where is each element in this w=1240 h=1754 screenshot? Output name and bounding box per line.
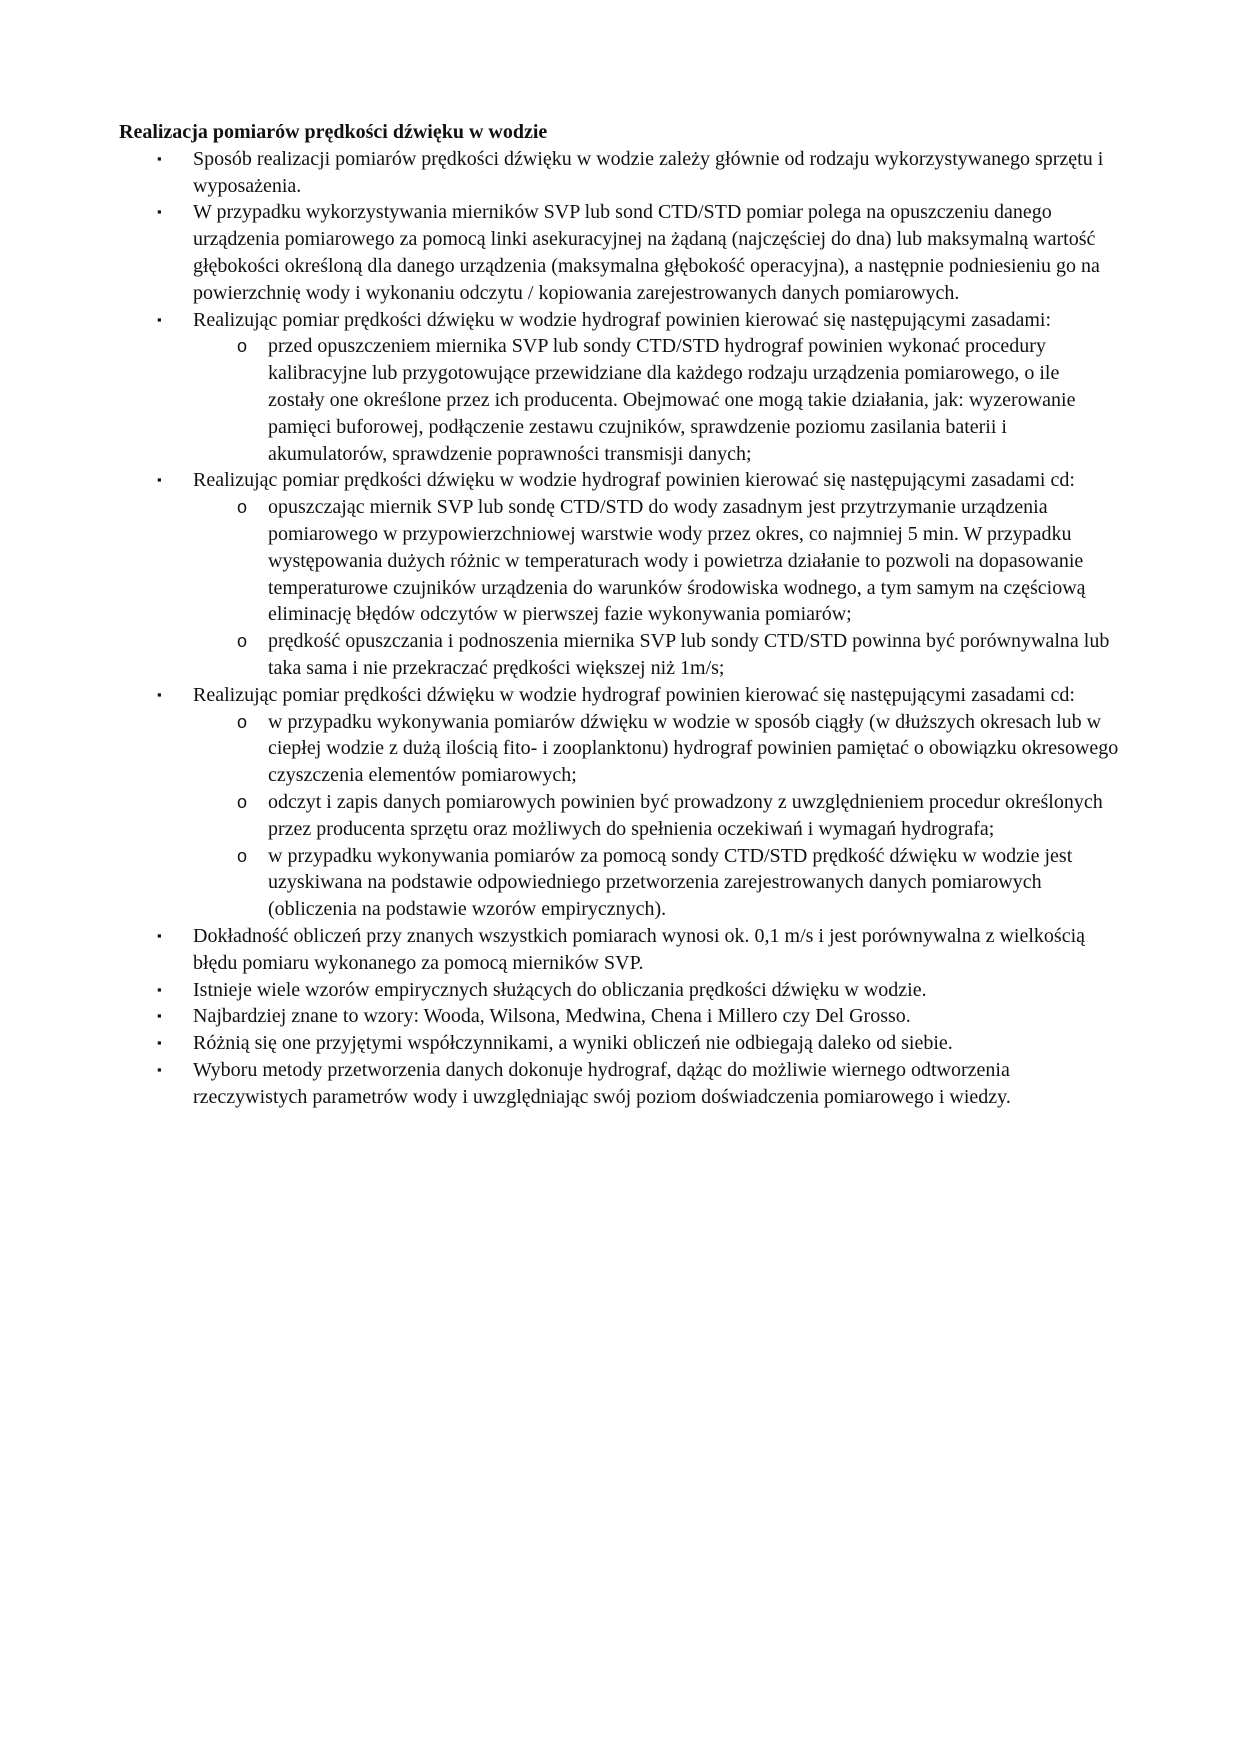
sub-list-item xyxy=(193,789,1119,843)
square-bullet-icon: ▪ xyxy=(157,927,162,943)
square-bullet-icon: ▪ xyxy=(157,150,162,166)
sub-list-item xyxy=(193,709,1119,789)
square-bullet-icon: ▪ xyxy=(157,1061,162,1077)
list-item-text: Różnią się one przyjętymi współczynnikami, a wyniki obliczeń nie odbiegają daleko od siebie. xyxy=(193,1032,953,1055)
list-item xyxy=(119,1003,1119,1030)
sub-list xyxy=(193,333,1119,467)
square-bullet-icon: ▪ xyxy=(157,311,162,327)
circle-bullet-icon: o xyxy=(237,845,248,866)
list-item xyxy=(119,307,1119,468)
sub-list-item xyxy=(193,494,1119,628)
circle-bullet-icon: o xyxy=(237,631,248,652)
list-item xyxy=(119,199,1119,306)
list-item-text: Realizując pomiar prędkości dźwięku w wodzie hydrograf powinien kierować się następującymi zasadami cd: xyxy=(193,469,1075,492)
sub-list-item xyxy=(193,333,1119,467)
sub-list-item-text: odczyt i zapis danych pomiarowych powinien być prowadzony z uwzględnieniem procedur określonych przez producenta sprzętu oraz możliwych do spełnienia oczekiwań i wymagań hydrografa; xyxy=(268,790,1103,840)
sub-list xyxy=(193,709,1119,923)
square-bullet-icon: ▪ xyxy=(157,472,162,488)
sub-list xyxy=(193,494,1119,682)
square-bullet-icon: ▪ xyxy=(157,686,162,702)
list-item-text: Realizując pomiar prędkości dźwięku w wodzie hydrograf powinien kierować się następującymi zasadami: xyxy=(193,308,1052,331)
document-title: Realizacja pomiarów prędkości dźwięku w wodzie xyxy=(119,121,548,143)
sub-list-item-text: przed opuszczeniem miernika SVP lub sondy CTD/STD hydrograf powinien wykonać procedury kalibracyjne lub przygotowujące przewidziane dla każdego rodzaju urządzenia pomiarowego, o ile zostały one określone przez ich producenta. Obejmować one mogą takie działania, jak: wyzerowanie pamięci buforowej, podłączenie zestawu czujników, sprawdzenie poziomu zasilania baterii i akumulatorów, sprawdzenie poprawności transmisji danych; xyxy=(268,335,1076,465)
sub-list-item-text: w przypadku wykonywania pomiarów dźwięku w wodzie w sposób ciągły (w dłuższych okresach lub w ciepłej wodzie z dużą ilością fito- i zooplanktonu) hydrograf powinien pamiętać o obowiązku okresowego czyszczenia elementów pomiarowych; xyxy=(268,710,1119,787)
sub-list-item-text: w przypadku wykonywania pomiarów za pomocą sondy CTD/STD prędkość dźwięku w wodzie jest uzyskiwana na podstawie odpowiedniego przetworzenia zarejestrowanych danych pomiarowych (obliczenia na podstawie wzorów empirycznych). xyxy=(268,844,1073,921)
bullet-list xyxy=(119,146,1119,1111)
document-page xyxy=(119,119,1119,1110)
sub-list-item-text: opuszczając miernik SVP lub sondę CTD/STD do wody zasadnym jest przytrzymanie urządzenia pomiarowego w przypowierzchniowej warstwie wody przez okres, co najmniej 5 min. W przypadku występowania dużych różnic w temperaturach wody i powietrza działanie to pozwoli na dopasowanie temperaturowe czujników urządzenia do warunków środowiska wodnego, a tym samym na częściową eliminację błędów odczytów w pierwszej fazie wykonywania pomiarów; xyxy=(268,496,1086,626)
list-item xyxy=(119,1030,1119,1057)
square-bullet-icon: ▪ xyxy=(157,981,162,997)
list-item xyxy=(119,923,1119,977)
circle-bullet-icon: o xyxy=(237,711,248,732)
list-item-text: Sposób realizacji pomiarów prędkości dźwięku w wodzie zależy głównie od rodzaju wykorzystywanego sprzętu i wyposażenia. xyxy=(193,147,1104,197)
sub-list-item xyxy=(193,628,1119,682)
list-item xyxy=(119,977,1119,1004)
list-item-text: Istnieje wiele wzorów empirycznych służących do obliczania prędkości dźwięku w wodzie. xyxy=(193,978,927,1001)
list-item-text: Dokładność obliczeń przy znanych wszystkich pomiarach wynosi ok. 0,1 m/s i jest porównywalna z wielkością błędu pomiaru wykonanego za pomocą mierników SVP. xyxy=(193,924,1086,974)
square-bullet-icon: ▪ xyxy=(157,1035,162,1051)
circle-bullet-icon: o xyxy=(237,497,248,518)
list-item-text: Najbardziej znane to wzory: Wooda, Wilsona, Medwina, Chena i Millero czy Del Grosso. xyxy=(193,1005,911,1028)
list-item xyxy=(119,1057,1119,1111)
sub-list-item xyxy=(193,843,1119,923)
circle-bullet-icon: o xyxy=(237,791,248,812)
list-item xyxy=(119,467,1119,681)
list-item-text: Realizując pomiar prędkości dźwięku w wodzie hydrograf powinien kierować się następującymi zasadami cd: xyxy=(193,683,1075,706)
square-bullet-icon: ▪ xyxy=(157,204,162,220)
sub-list-item-text: prędkość opuszczania i podnoszenia miernika SVP lub sondy CTD/STD powinna być porównywalna lub taka sama i nie przekraczać prędkości większej niż 1m/s; xyxy=(268,630,1110,679)
list-item-text: Wyboru metody przetworzenia danych dokonuje hydrograf, dążąc do możliwie wiernego odtworzenia rzeczywistych parametrów wody i uwzględniając swój poziom doświadczenia pomiarowego i wiedzy. xyxy=(193,1058,1011,1108)
list-item xyxy=(119,146,1119,200)
circle-bullet-icon: o xyxy=(237,336,248,357)
square-bullet-icon: ▪ xyxy=(157,1008,162,1024)
list-item xyxy=(119,682,1119,923)
list-item-text: W przypadku wykorzystywania mierników SVP lub sond CTD/STD pomiar polega na opuszczeniu danego urządzenia pomiarowego za pomocą linki asekuracyjnej na żądaną (najczęściej do dna) lub maksymalną wartość głębokości określoną dla danego urządzenia (maksymalna głębokość operacyjna), a następnie podniesieniu go na powierzchnię wody i wykonaniu odczytu / kopiowania zarejestrowanych danych pomiarowych. xyxy=(193,201,1100,304)
